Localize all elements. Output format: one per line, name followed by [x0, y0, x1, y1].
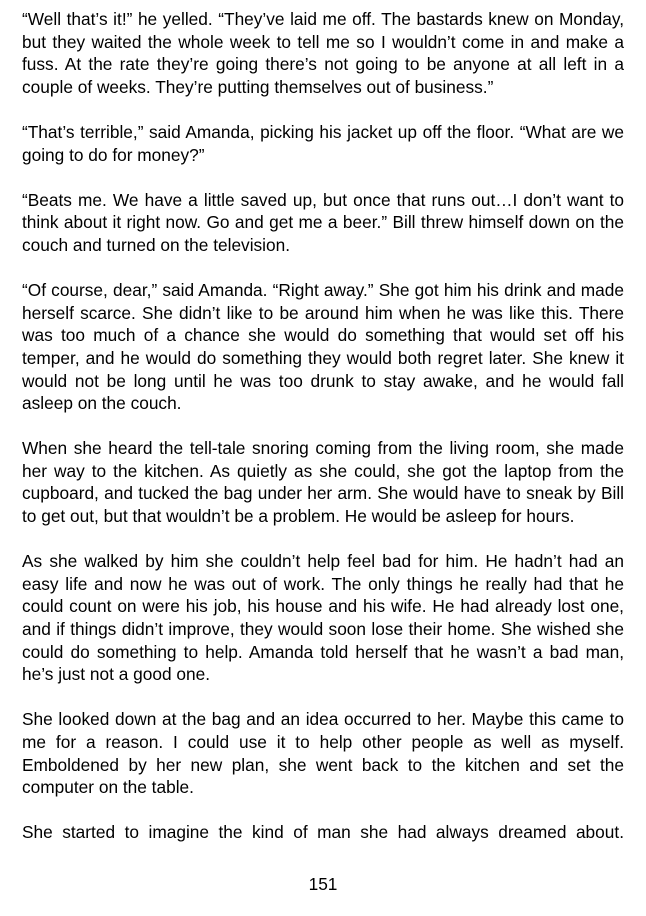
paragraph: “Well that’s it!” he yelled. “They’ve laid me off. The bastards knew on Monday, but they waited the whole week to tell me so I wouldn’t come in and make a fuss. At the rate they’re going there’s not going to be anyone at all left in a couple of weeks. They’re putting themselves out of business.” — [22, 9, 624, 97]
page-number: 151 — [308, 874, 338, 894]
paragraph: She looked down at the bag and an idea occurred to her. Maybe this came to me for a reason. I could use it to help other people as well as myself. Emboldened by her new plan, she went back to the kitchen and set the computer on the table. — [22, 709, 624, 798]
paragraph: “That’s terrible,” said Amanda, picking his jacket up off the floor. “What are we going to do for money?” — [22, 121, 624, 165]
paragraph: “Beats me. We have a little saved up, but once that runs out…I don’t want to think about it right now. Go and get me a beer.” Bill threw himself down on the couch and turned on the television. — [22, 189, 624, 255]
paragraph: When she heard the tell-tale snoring coming from the living room, she made her way to the kitchen. As quietly as she could, she got the laptop from the cupboard, and tucked the bag under her arm. She would have to sneak by Bill to get out, but that wouldn’t be a problem. He would be asleep for hours. — [22, 438, 624, 527]
page-body — [22, 8, 624, 867]
paragraph: “Of course, dear,” said Amanda. “Right away.” She got him his drink and made herself scarce. She didn’t like to be around him when he was like this. There was too much of a chance she would do something that would set off his temper, and he would do something they would both regret later. She knew it would not be long until he was too drunk to stay awake, and he would fall asleep on the couch. — [22, 280, 624, 414]
paragraph: As she walked by him she couldn’t help feel bad for him. He hadn’t had an easy life and now he was out of work. The only things he really had that he could count on were his job, his house and his wife. He had already lost one, and if things didn’t improve, they would soon lose their home. She wished she could do something to help. Amanda told herself that he wasn’t a bad man, he’s just not a good one. — [22, 551, 624, 685]
paragraph: She started to imagine the kind of man she had always dreamed about. — [22, 822, 624, 843]
